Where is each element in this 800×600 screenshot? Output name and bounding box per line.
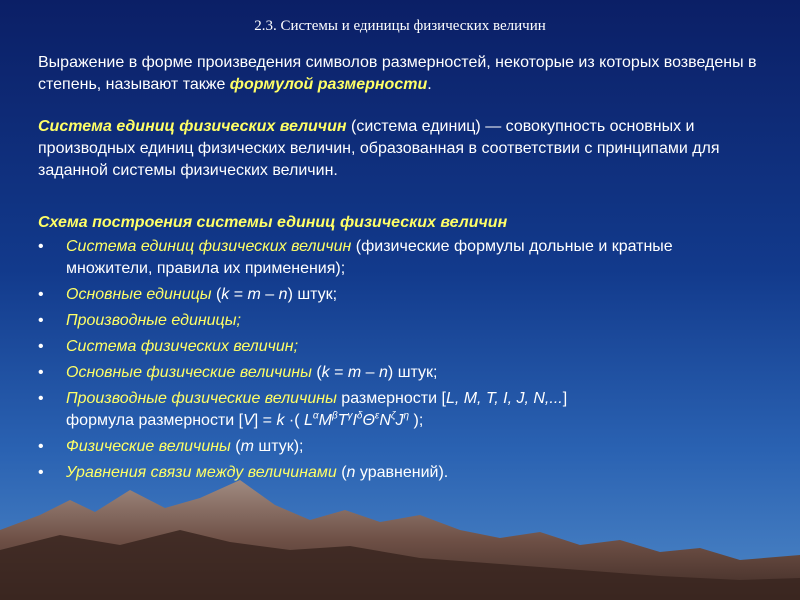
term-dimension-formula: формулой размерности bbox=[229, 76, 428, 93]
list-item: • Система физических величин; bbox=[38, 338, 299, 355]
scheme-heading: Схема построения системы единиц физических величин bbox=[38, 214, 508, 231]
list-item: • Производные единицы; bbox=[38, 312, 241, 329]
list-item: • Основные физические величины (k = m – n) штук; bbox=[38, 364, 438, 381]
slide-title: 2.3. Системы и единицы физических величин bbox=[254, 18, 546, 34]
paragraph-unit-system: Система единиц физических величин (система единиц) — совокупность основных и производных единиц физических величин, образованная в соответствии с принципами для заданной системы физических величин. bbox=[38, 118, 720, 179]
scheme-list bbox=[38, 236, 760, 484]
term-unit-system: Система единиц физических величин bbox=[38, 118, 347, 135]
list-item: • Уравнения связи между величинами (n уравнений). bbox=[38, 464, 449, 481]
dimension-formula: $L^\alpha M^\beta T^\gamma I^\delta\Theta^\varepsilon N^\zeta J^\eta$ bbox=[304, 410, 410, 429]
list-item: • Основные единицы (k = m – n) штук; bbox=[38, 286, 338, 303]
slide-content bbox=[38, 52, 760, 488]
list-item: • Система единиц физических величин (физические формулы дольные и кратные множители, правила их применения); bbox=[38, 238, 673, 277]
list-item: • Физические величины (m штук); bbox=[38, 438, 304, 455]
list-item: • Производные физические величины размерности [L, M, T, I, J, N,...] формула размерности [V] = k ·( $L^\alpha M^\beta T^\gamma I^\delta\Theta^\varepsilon N^\zeta J^\eta$ ); bbox=[38, 390, 568, 429]
paragraph-dimension-formula: Выражение в форме произведения символов размерностей, некоторые из которых возведены в степень, называют также формулой размерности. bbox=[38, 54, 757, 93]
